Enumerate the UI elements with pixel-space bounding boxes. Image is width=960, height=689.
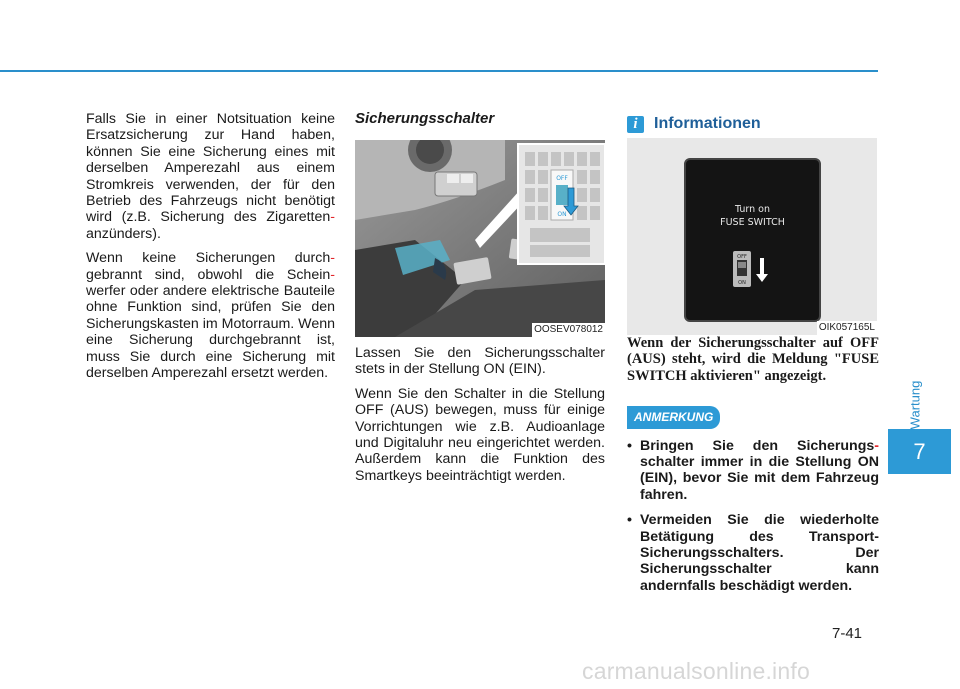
paragraph-emergency-fuse: Falls Sie in einer Notsituation keine Ersatzsicherung zur Hand haben, können Sie eine Sicherung eines mit derselben Amperezahl aus einem Stromkreis verwenden, der für den Betrieb des Fahrzeugs nicht benötigt wird (z.B. Sicherung des Zigaretten- anzünders). (86, 111, 335, 242)
cluster-display (684, 158, 821, 322)
column-middle (355, 111, 605, 492)
svg-text:OFF: OFF (737, 254, 747, 260)
paragraph-off-effects: Wenn Sie den Schalter in die Stellung OFF (AUS) bewegen, muss für einige Vorrichtungen wie z.B. Audioanlage und Digitaluhr neu eingerichtet werden. Außerdem kann die Funktion des Smartkeys beeinträchtigt werden. (355, 385, 605, 484)
fuse-box-illustration (355, 140, 605, 337)
dashboard-footwell-image (355, 140, 605, 337)
fuse-switch-icon (731, 250, 781, 290)
note-list (627, 438, 879, 595)
column-right (627, 111, 879, 603)
page-number: 7-41 (832, 625, 863, 642)
figure-code: OIK057165L (818, 322, 875, 333)
paragraph-engine-fusebox: Wenn keine Sicherungen durch- gebrannt sind, obwohl die Schein- werfer oder andere elektrische Bauteile ohne Funktion sind, prüfen Sie den Sicherungskasten im Motorraum. Wenn eine Sicherung durchgebrannt ist, muss Sie durch eine Sicherung mit derselben Amperezahl ersetzt werden. (86, 250, 335, 382)
figure-code: OOSEV078012 (534, 324, 603, 335)
header-rule (0, 70, 878, 72)
list-item: • Bringen Sie den Sicherungs- schalter immer in die Stellung ON (EIN), bevor Sie mit dem Fahrzeug fahren. (627, 438, 879, 504)
svg-text:ON: ON (557, 211, 567, 218)
list-item: • Vermeiden Sie die wiederholte Betätigung des Transport-Sicherungsschalters. Der Sicherungsschalter kann andernfalls beschädigt werden. (627, 512, 879, 594)
section-title: Sicherungsschalter (355, 110, 495, 127)
section-side-label: Wartung (907, 380, 923, 430)
info-text: Wenn der Sicherungsschalter auf OFF (AUS) steht, wird die Meldung "FUSE SWITCH aktivieren" angezeigt. (627, 335, 879, 384)
note-tag: ANMERKUNG (627, 406, 720, 428)
info-icon: i (627, 116, 644, 133)
watermark: carmanualsonline.info (582, 658, 810, 684)
chapter-badge: 7 (888, 429, 951, 474)
cluster-message-illustration (627, 138, 877, 335)
info-header (627, 111, 879, 137)
svg-text:OFF: OFF (556, 175, 568, 182)
paragraph-keep-on: Lassen Sie den Sicherungsschalter stets in der Stellung ON (EIN). (355, 345, 605, 378)
column-left (86, 111, 335, 390)
svg-text:ON: ON (738, 280, 746, 286)
cluster-message: Turn on FUSE SWITCH (720, 204, 785, 228)
info-title: Informationen (654, 114, 761, 132)
